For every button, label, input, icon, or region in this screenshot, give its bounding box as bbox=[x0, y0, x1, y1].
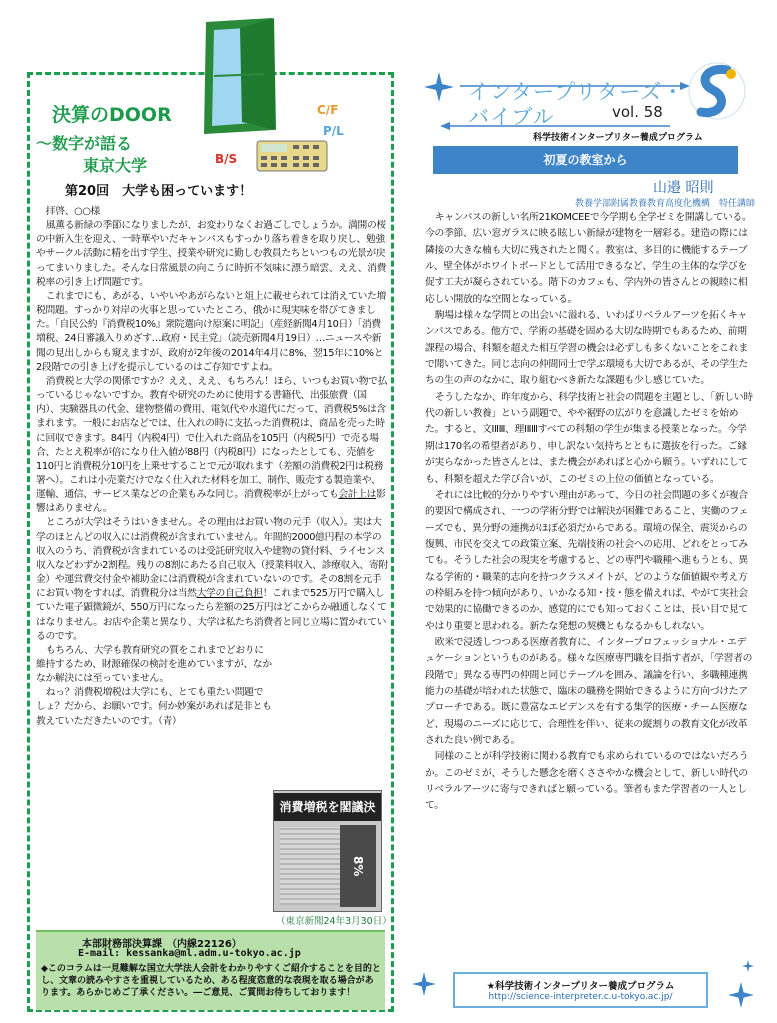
paragraph: ねっ？消費税増税は大学にも、とても重たい問題でしょ？だから、お願いです。何か妙案があれば是非とも教えていただきたいのです。（青） bbox=[36, 687, 272, 727]
paragraph: そうしたなか、昨年度から、科学技術と社会の問題を主題とし、「新しい時代の新しい教養」という副題で、やや裾野の広がりを意識したゼミを始めた。すると、文ⅠⅡⅢ、理ⅠⅡⅢすべての科類の学生が集まる授業となった。今学期は170名の希望者があり、申し訳ない気持ちとともに選抜を行った。ご縁が実らなかった皆さんとは、また機会があればと心から願う。いずれにしても、科類を超えた学び合いが、このゼミの上位の価値となっている。 bbox=[425, 391, 753, 485]
left-article-body bbox=[36, 205, 388, 729]
program-url-link[interactable]: http://science-interpreter.c.u-tokyo.ac.jp/ bbox=[488, 992, 673, 1002]
contact-box bbox=[36, 930, 385, 1010]
paragraph: 駒場は様々な学問との出会いに溢れる、いわばリベラルアーツを拓くキャンパスである。他方で、学術の基礎を固める大切な時期でもあるため、前期課程の場合、科類を超えた相互学習の機会は必ずしも多くないことをこれまで聞いてきた。同じ志向の仲間同士で学ぶ環境も大切であるが、その学生たちの生の声のなかに、取り組むべき新たな課題も少し感じていた。 bbox=[425, 310, 748, 387]
star-icon bbox=[412, 972, 436, 996]
series-title-line-1: インタープリターズ・ bbox=[468, 80, 685, 104]
paragraph: 拝啓、○○様 bbox=[45, 206, 100, 217]
author-affiliation: 教養学部附属教養教育高度化機構 特任講師 bbox=[575, 199, 756, 209]
column-note: ◆このコラムは一見難解な国立大学法人会計をわかりやすくご紹介することを目的とし、文章の読みやすさを重視しているため、ある程度恣意的な表現を取る場合があります。あらかじめご了承ください。―ご意見、ご質問お待ちしております！ bbox=[41, 964, 381, 998]
program-logo bbox=[683, 60, 747, 122]
author-name: 山邉 昭則 bbox=[653, 180, 714, 196]
paragraph: 欧米で浸透しつつある医療者教育に、インタープロフェッショナル・エデュケーションというものがある。様々な医療専門職を目指す者が、「学習者の段階で」異なる専門の仲間と同じテーブルを囲み、議論を行い、多職種連携能力の基礎が培われた状態で、臨床の職務を開始できるように方向づけたアプローチである。既に豊富なエビデンスを有する集学的医療・チーム医療など、現場のニーズに応じて、合理性を伴い、従来の縦割りの教育文化が改革された良い例である。 bbox=[425, 636, 753, 746]
column-subtitle-1: ～数字が語る bbox=[36, 134, 133, 153]
star-icon bbox=[742, 960, 754, 972]
program-link-title: ★科学技術インタープリター養成プログラム bbox=[486, 981, 675, 992]
series-title-line-2: バイブル bbox=[468, 105, 555, 129]
paragraph: 消費税と大学の関係ですか？ええ、ええ、もちろん！ほら、いつもお買い物で払っているじゃないですか。教育や研究のために使用する書籍代、出張旅費（国内）、実験器具の代金、建物整備の費用、電気代や水道代にだって、消費税5%は含まれます。一般にお店などでは、仕入れの時に支払った消費税は、商品を売った時に回収できます。84円（内税4円）で仕入れた商品を105円（内税5円）で売る場合、たとえ税率が倍になり仕入値が88円（内税8円）になったとしても、売値を110円と消費税分10円を上乗せすることで元が取れます（差額の消費税2円は税務署へ）。これは小売業だけでなく仕入れた材料を加工、制作、販売する製造業や、運輸、通信、サービス業などの企業もみな同じ。消費税率が上がっても会計上は影響はありません。 bbox=[36, 375, 388, 515]
paragraph: キャンパスの新しい名所21KOMCEEで今学期も全学ゼミを開講している。今の季節、広い窓ガラスに映る眩しい新緑が建物を一層彩る。建造の際には隣接の大きな楠も大切に残されたと聞く。教室は、多目的に機能するテーブル、壁全体がホワイトボードとして活用できるなど、学生の主体的な学びを促す工夫が凝らされている。階下のカフェも、学内外の皆さんとの親睦に相応しい開放的な空間となっている。 bbox=[425, 212, 752, 305]
door-illustration bbox=[200, 18, 278, 138]
cf-badge: C/F bbox=[317, 103, 339, 117]
volume-number: vol. 58 bbox=[612, 103, 663, 121]
bs-badge: B/S bbox=[215, 152, 238, 166]
article-heading: 第20回 大学も困っています！ bbox=[65, 184, 253, 199]
paragraph: ところが大学はそうはいきません。その理由はお買い物の元手（収入）。実は大学のほとんどの収入には消費税が含まれていません。年間約2000億円程の本学の収入のうち、消費税が含まれているのは受託研究収入や建物の貸付料、ライセンス収入などわずか2割程。残りの8割にあたる自己収入（授業料収入、診療収入、寄附金）や運営費交付金や補助金には消費税が含まれていないのです。その8割を元手にお買い物をすれば、消費税分は当然大学の自己負担！これまで525万円で購入していた電子顕微鏡が、550万円になったら差額の25万円はどこからか融通しなくてはなりません。お店や企業と異なり、大学は私たち消費者と同じ立場に置かれているのです。 bbox=[36, 517, 388, 642]
program-link-box bbox=[453, 972, 708, 1008]
photo-vertical-text: 8% bbox=[340, 825, 376, 907]
paragraph: 風薫る新緑の季節になりましたが、お変わりなくお過ごしでしょうか。満開の桜の中新入生を迎え、一時華やいだキャンパスもすっかり落ち着きを取り戻し、勉強やサークル活動に精を出す学生、授業や研究に勤しむ教員たちといつもの光景が戻ってまいりました。そんな日常風景の向こうに時折不気味に漂う暗雲、ええ、消費税率の引き上げ問題です。 bbox=[36, 220, 387, 288]
paragraph: それには比較的分かりやすい理由があって、今日の社会問題の多くが複合的要因で構成され、一つの学術分野では解決が困難であること、実働のフェーズでも、異分野の連携がほぼ必須だからである。環境の保全、震災からの復興、市民を交えての政策立案、先端技術の社会への応用、どれをとってみても。そうした社会の現実を考慮すると、どの専門や職種へ進もうとも、異なる学術的・職業的志向を持つクラスメイトが、どのような価値観や考え方の枠組みを持つ傾向があり、いかなる知・技・態を備えれば、やがて実社会で効果的に協働できるのか、感覚的にでも知っておくことは、長い目で見てやはり重要と思われる。新たな発想の契機ともなるかもしれない。 bbox=[425, 489, 748, 632]
column-title: 決算のDOOR bbox=[52, 104, 172, 126]
photo-headline: 消費増税を閣議決 bbox=[274, 793, 381, 821]
column-subtitle-2: 東京大学 bbox=[83, 156, 148, 175]
program-name: 科学技術インタープリター養成プログラム bbox=[533, 133, 703, 143]
pl-badge: P/L bbox=[323, 124, 344, 138]
newspaper-photo bbox=[273, 790, 382, 912]
contact-dept: 本部財務部決算課 （内線22126） bbox=[82, 939, 242, 950]
photo-caption: （東京新聞24年3月30日） bbox=[276, 916, 392, 927]
contact-email: E-mail: kessanka@ml.adm.u-tokyo.ac.jp bbox=[78, 948, 301, 959]
paragraph: これまでにも、あがる、いやいやあがらないと俎上に載せられては消えていた増税問題。すっかり対岸の火事と思っていたところ、俄かに現実味を帯びてきました。「自民公約『消費税10%』衆院選向け原案に明記」（産経新聞4月10日）「消費増税、24日審議入りめざす…政府・民主党」（読売新聞4月19日）…ニュースや新聞の見出しからも窺えますが、政府が2年後の2014年4月に8%、翌15年に10%と2段階での引き上げを提示しているのはご存知ですよね。 bbox=[36, 290, 386, 373]
right-article-body bbox=[425, 210, 755, 815]
paragraph: もちろん、大学も教育研究の質をこれまでどおりに維持するため、財源確保の検討を進めていますが、なかなか解決には至っていません。 bbox=[36, 644, 272, 685]
calculator-icon bbox=[253, 137, 331, 175]
section-title-bar: 初夏の教室から bbox=[433, 146, 738, 174]
paragraph: 同様のことが科学技術に関わる教育でも求められているのではないだろうか。このゼミが、そうした懸念を磨くささやかな機会として、新しい時代のリベラルアーツに寄与できればと願っている。筆者もまた学習者の一人として。 bbox=[425, 751, 749, 812]
star-icon bbox=[728, 982, 754, 1008]
